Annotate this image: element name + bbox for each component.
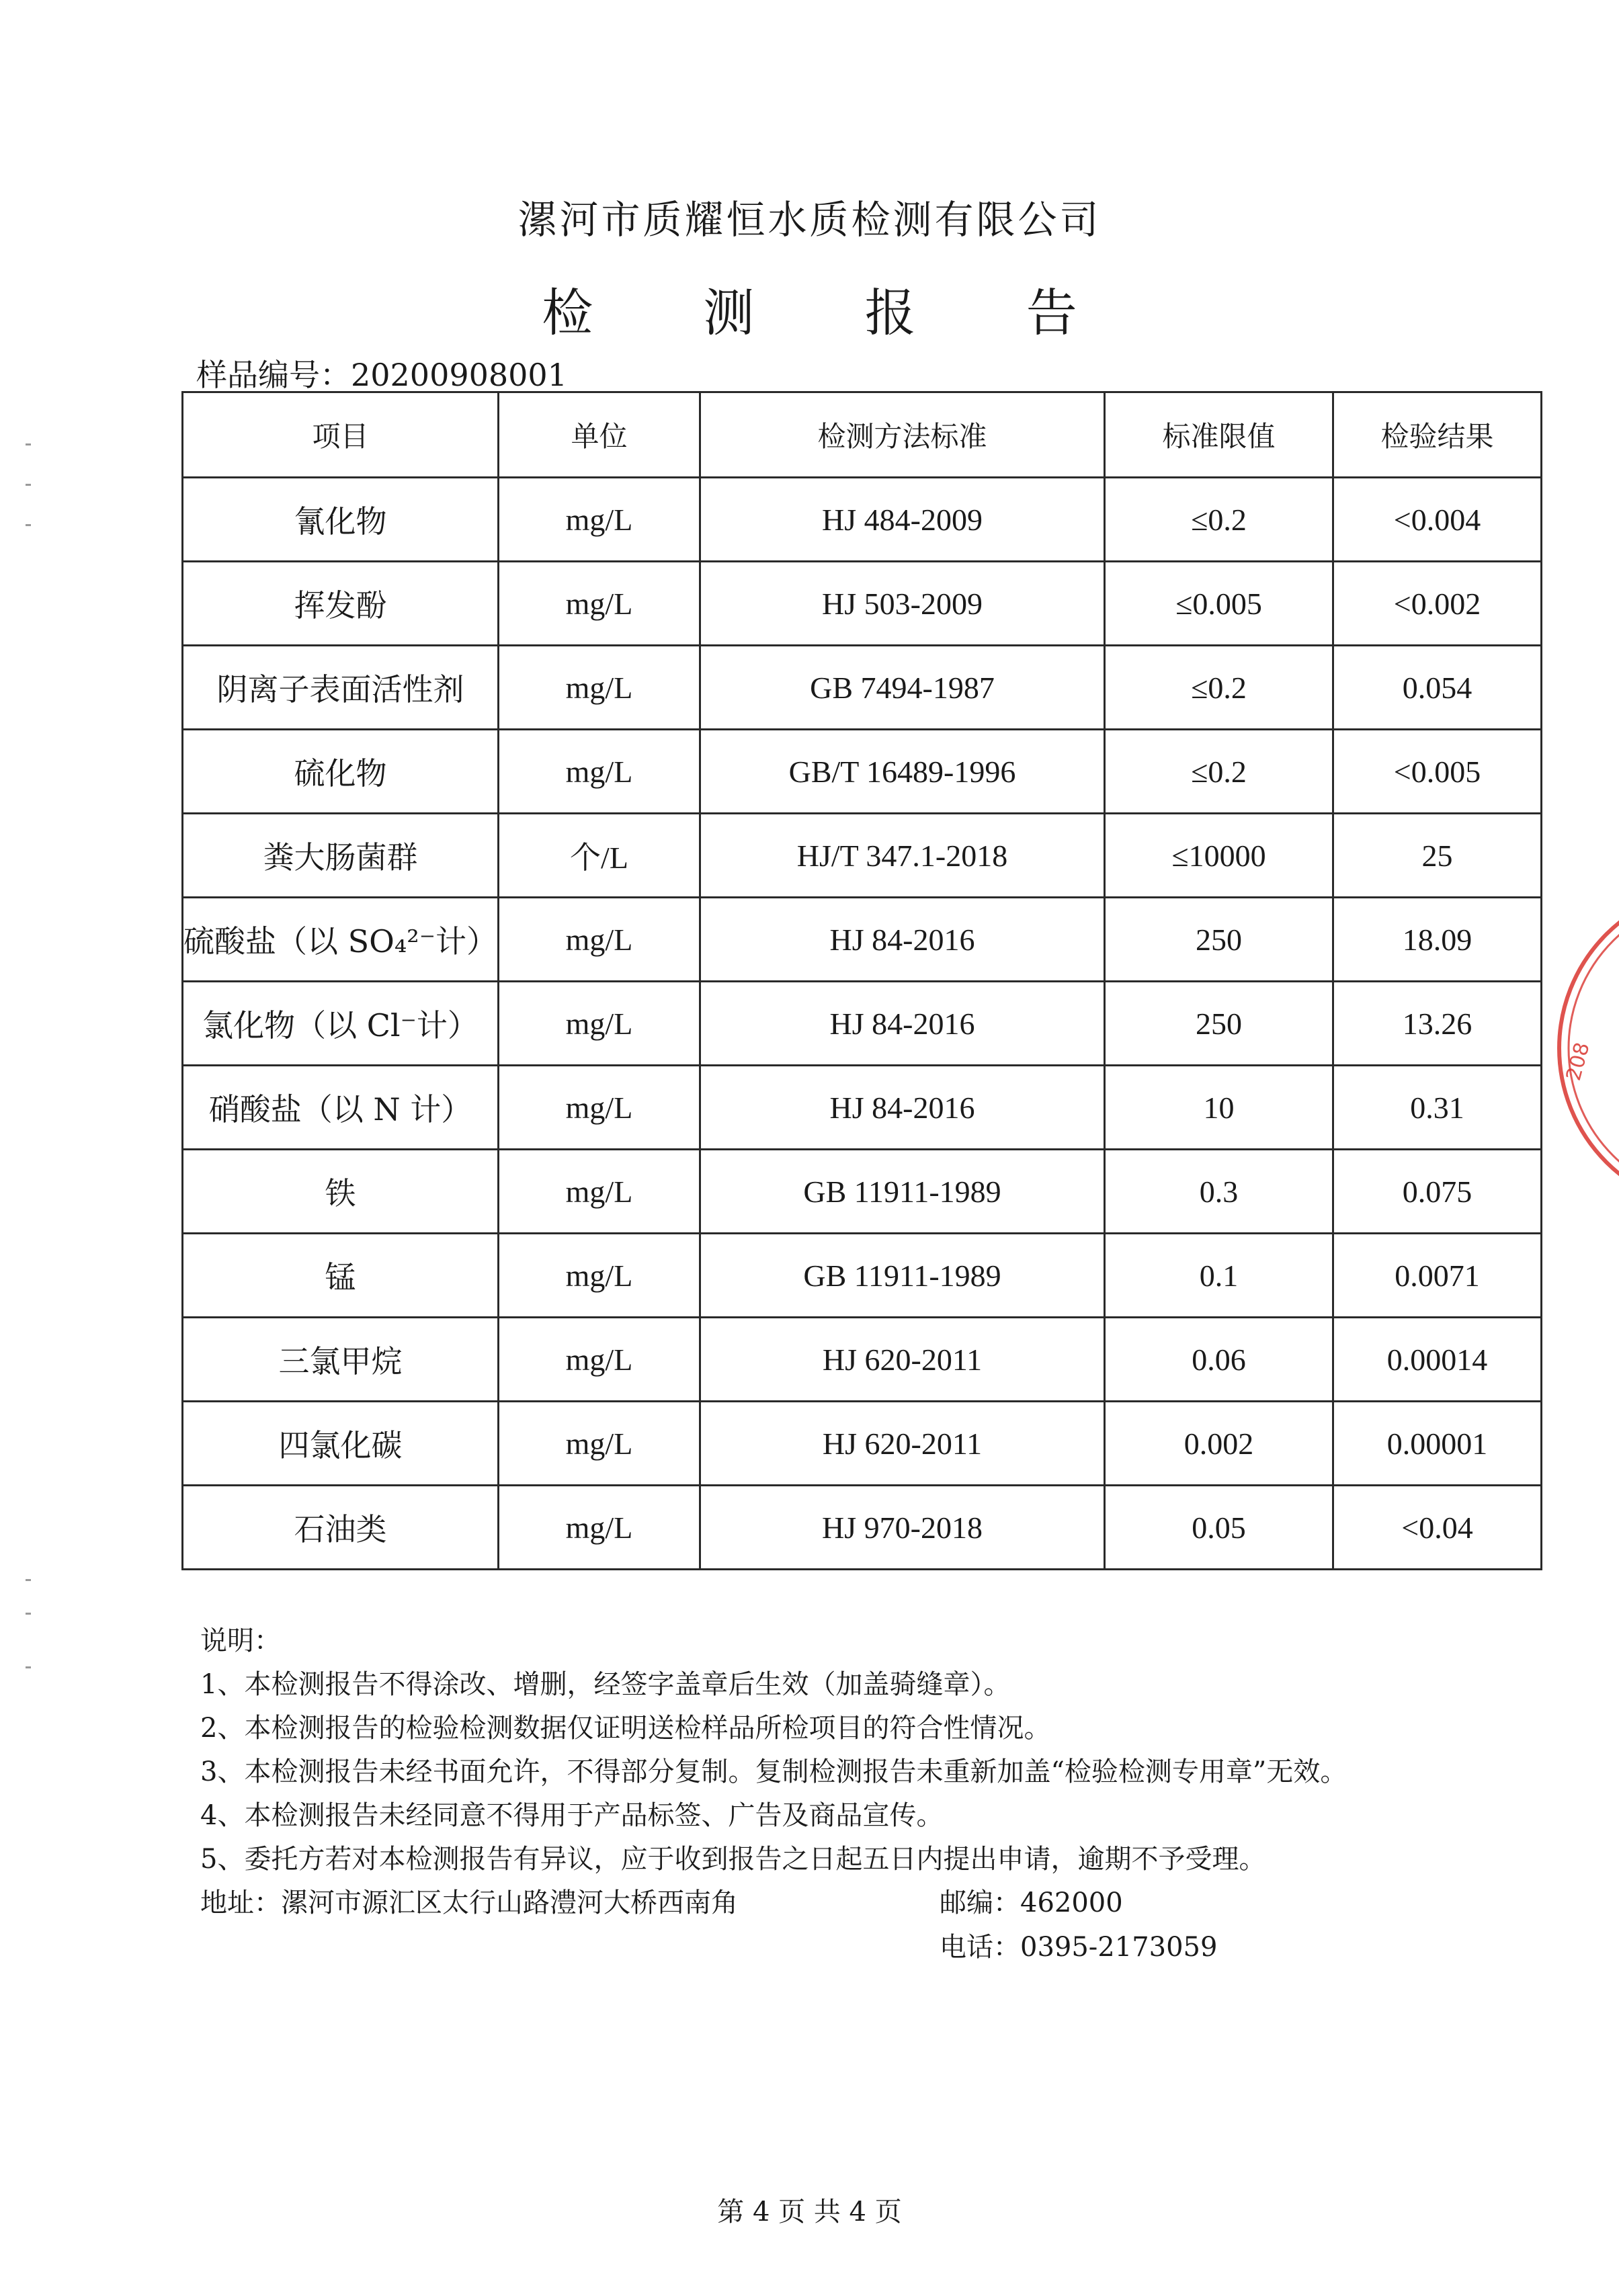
cell-limit: 0.05 (1105, 1486, 1333, 1570)
note-item: 2、本检测报告的检验检测数据仅证明送检样品所检项目的符合性情况。 (200, 1713, 1051, 1744)
cell-limit: 0.1 (1105, 1234, 1333, 1318)
table-header-row (183, 392, 1542, 478)
cell-method: HJ 620-2011 (700, 1402, 1105, 1486)
seal-stamp-graphic (1546, 914, 1619, 1183)
note-item: 1、本检测报告不得涂改、增删，经签字盖章后生效（加盖骑缝章）。 (200, 1669, 1011, 1700)
cell-method: GB 11911-1989 (700, 1234, 1105, 1318)
scan-mark (26, 443, 31, 445)
column-header-item: 项目 (183, 392, 499, 478)
cell-item: 氯化物（以 Cl⁻计） (183, 982, 499, 1066)
cell-limit: 0.002 (1105, 1402, 1333, 1486)
note-item: 3、本检测报告未经书面允许，不得部分复制。复制检测报告未重新加盖“检验检测专用章”无效。 (200, 1756, 1347, 1787)
cell-unit: mg/L (499, 478, 700, 562)
postcode: 邮编：462000 (940, 1887, 1123, 1918)
cell-unit: mg/L (499, 982, 700, 1066)
cell-method: HJ 620-2011 (700, 1318, 1105, 1402)
cell-item: 阴离子表面活性剂 (183, 646, 499, 730)
cell-item: 挥发酚 (183, 562, 499, 646)
cell-unit: mg/L (499, 1234, 700, 1318)
sample-number-label: 样品编号： (196, 357, 351, 393)
scan-mark (26, 484, 31, 486)
cell-limit: 0.3 (1105, 1150, 1333, 1234)
cell-unit: mg/L (499, 1066, 700, 1150)
column-header-method: 检测方法标准 (700, 392, 1105, 478)
sample-number-line (196, 351, 567, 395)
table-row (183, 1402, 1542, 1486)
cell-method: HJ 84-2016 (700, 898, 1105, 982)
cell-item: 锰 (183, 1234, 499, 1318)
cell-method: HJ 84-2016 (700, 982, 1105, 1066)
scan-mark (26, 1666, 31, 1668)
scan-mark (26, 524, 31, 526)
results-table (181, 391, 1542, 1570)
seal-stamp (1546, 914, 1619, 1183)
sample-number-value: 20200908001 (351, 357, 567, 393)
company-name: 漯河市质耀恒水质检测有限公司 (517, 197, 1102, 243)
scan-mark (26, 1613, 31, 1615)
table-row (183, 646, 1542, 730)
table-row (183, 478, 1542, 562)
cell-limit: 0.06 (1105, 1318, 1333, 1402)
table-row (183, 1150, 1542, 1234)
cell-method: HJ 970-2018 (700, 1486, 1105, 1570)
cell-result: <0.002 (1333, 562, 1542, 646)
cell-method: HJ/T 347.1-2018 (700, 814, 1105, 898)
cell-method: HJ 484-2009 (700, 478, 1105, 562)
cell-item: 粪大肠菌群 (183, 814, 499, 898)
table-row (183, 982, 1542, 1066)
cell-limit: ≤0.2 (1105, 730, 1333, 814)
cell-unit: mg/L (499, 1486, 700, 1570)
cell-limit: 10 (1105, 1066, 1333, 1150)
cell-limit: ≤0.005 (1105, 562, 1333, 646)
cell-method: GB 7494-1987 (700, 646, 1105, 730)
cell-limit: ≤0.2 (1105, 646, 1333, 730)
report-title: 检 测 报 告 (542, 283, 1124, 343)
table-row (183, 1318, 1542, 1402)
column-header-limit: 标准限值 (1105, 392, 1333, 478)
table-row (183, 730, 1542, 814)
cell-item: 三氯甲烷 (183, 1318, 499, 1402)
cell-unit: mg/L (499, 898, 700, 982)
cell-result: 13.26 (1333, 982, 1542, 1066)
page-number: 第 4 页 共 4 页 (717, 2197, 902, 2227)
cell-result: 0.00001 (1333, 1402, 1542, 1486)
table-row (183, 1066, 1542, 1150)
table-row (183, 898, 1542, 982)
cell-result: 0.0071 (1333, 1234, 1542, 1318)
cell-item: 石油类 (183, 1486, 499, 1570)
cell-item: 铁 (183, 1150, 499, 1234)
address: 地址：漯河市源汇区太行山路澧河大桥西南角 (200, 1887, 738, 1918)
column-header-unit: 单位 (499, 392, 700, 478)
cell-unit: mg/L (499, 1150, 700, 1234)
cell-result: <0.004 (1333, 478, 1542, 562)
notes-section (200, 1619, 1347, 1881)
cell-method: HJ 503-2009 (700, 562, 1105, 646)
cell-unit: 个/L (499, 814, 700, 898)
cell-item: 硝酸盐（以 N 计） (183, 1066, 499, 1150)
cell-item: 氰化物 (183, 478, 499, 562)
cell-result: <0.005 (1333, 730, 1542, 814)
table-row (183, 1486, 1542, 1570)
table-row (183, 814, 1542, 898)
cell-unit: mg/L (499, 646, 700, 730)
cell-unit: mg/L (499, 1318, 700, 1402)
table-row (183, 562, 1542, 646)
column-header-result: 检验结果 (1333, 392, 1542, 478)
cell-limit: ≤10000 (1105, 814, 1333, 898)
cell-unit: mg/L (499, 562, 700, 646)
phone: 电话：0395-2173059 (940, 1932, 1218, 1963)
cell-result: 18.09 (1333, 898, 1542, 982)
notes-heading: 说明： (200, 1625, 281, 1656)
cell-unit: mg/L (499, 1402, 700, 1486)
cell-result: 0.00014 (1333, 1318, 1542, 1402)
note-item: 4、本检测报告未经同意不得用于产品标签、广告及商品宣传。 (200, 1800, 944, 1831)
scan-mark (26, 1579, 31, 1581)
cell-limit: 250 (1105, 982, 1333, 1066)
cell-item: 硫化物 (183, 730, 499, 814)
svg-text:208: 208 (1561, 1039, 1595, 1084)
cell-method: GB 11911-1989 (700, 1150, 1105, 1234)
cell-result: 0.054 (1333, 646, 1542, 730)
cell-method: GB/T 16489-1996 (700, 730, 1105, 814)
cell-unit: mg/L (499, 730, 700, 814)
cell-result: 25 (1333, 814, 1542, 898)
note-item: 5、委托方若对本检测报告有异议，应于收到报告之日起五日内提出申请，逾期不予受理。 (200, 1844, 1266, 1875)
table-row (183, 1234, 1542, 1318)
cell-limit: 250 (1105, 898, 1333, 982)
cell-limit: ≤0.2 (1105, 478, 1333, 562)
cell-result: 0.31 (1333, 1066, 1542, 1150)
cell-result: 0.075 (1333, 1150, 1542, 1234)
cell-item: 硫酸盐（以 SO₄²⁻计） (183, 898, 499, 982)
cell-method: HJ 84-2016 (700, 1066, 1105, 1150)
cell-item: 四氯化碳 (183, 1402, 499, 1486)
cell-result: <0.04 (1333, 1486, 1542, 1570)
